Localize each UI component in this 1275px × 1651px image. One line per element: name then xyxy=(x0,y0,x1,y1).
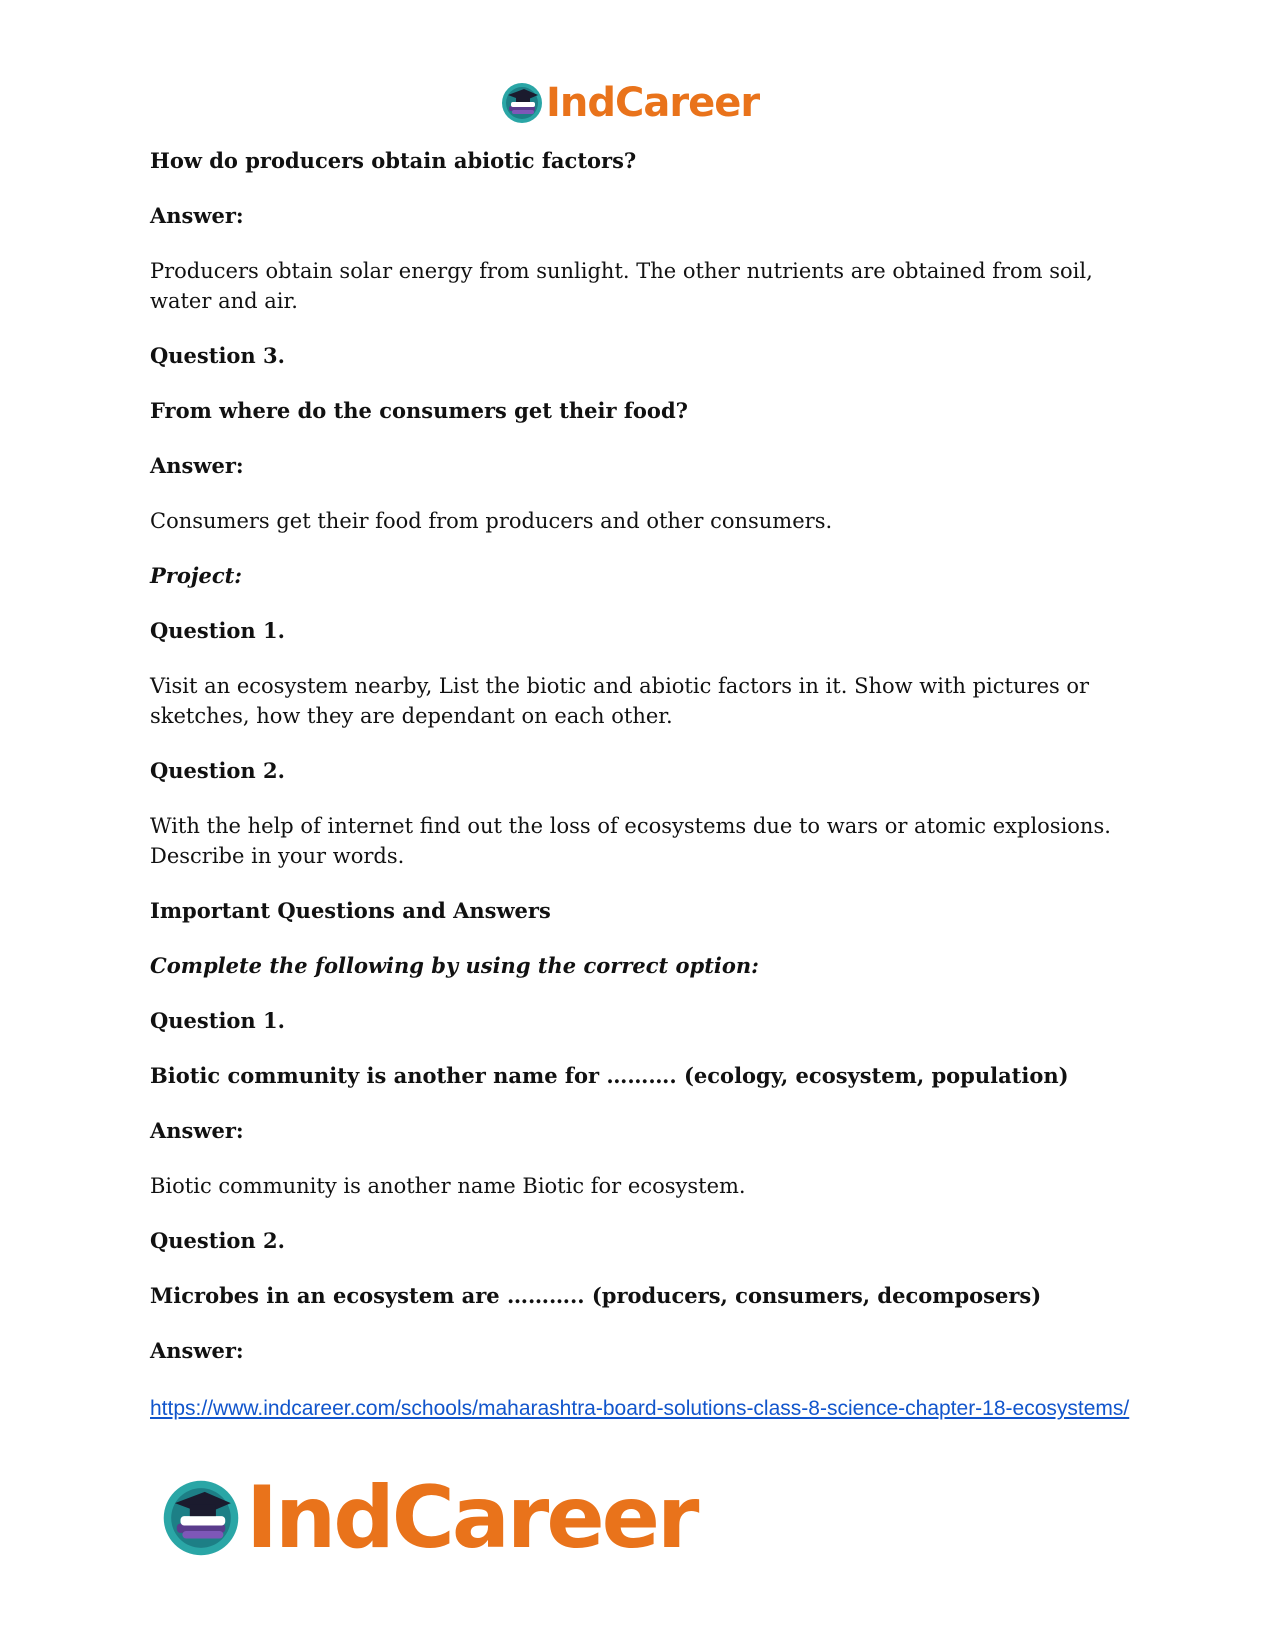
question-number: Question 2. xyxy=(150,1228,285,1253)
body-paragraph: Producers obtain solar energy from sunlight. The other nutrients are obtained from soil, water and air. xyxy=(150,259,1093,313)
section-heading: Complete the following by using the correct option: xyxy=(150,953,759,978)
question-text: How do producers obtain abiotic factors? xyxy=(150,148,637,173)
question-number: Question 1. xyxy=(150,618,285,643)
question-number: Question 1. xyxy=(150,1008,285,1033)
body-paragraph: Biotic community is another name Biotic for ecosystem. xyxy=(150,1174,746,1198)
question-text: Microbes in an ecosystem are ……….. (producers, consumers, decomposers) xyxy=(150,1283,1042,1308)
footer-logo xyxy=(160,1468,696,1568)
header-logo-text: IndCareer xyxy=(546,80,760,126)
body-paragraph: Consumers get their food from producers and other consumers. xyxy=(150,509,833,533)
answer-label: Answer: xyxy=(150,1118,244,1143)
body-paragraph: Visit an ecosystem nearby, List the biotic and abiotic factors in it. Show with pictures or sketches, how they are dependant on each other. xyxy=(150,674,1090,728)
question-text: Important Questions and Answers xyxy=(150,898,551,923)
graduation-cap-books-icon xyxy=(160,1477,242,1559)
body-paragraph: With the help of internet find out the loss of ecosystems due to wars or atomic explosions. Describe in your words. xyxy=(150,814,1111,868)
answer-label: Answer: xyxy=(150,453,244,478)
question-number: Question 2. xyxy=(150,758,285,783)
source-url-link[interactable]: https://www.indcareer.com/schools/maharashtra-board-solutions-class-8-science-chapter-18-ecosystems/ xyxy=(150,1397,1130,1420)
question-text: Biotic community is another name for ………. (ecology, ecosystem, population) xyxy=(150,1063,1069,1088)
section-heading: Project: xyxy=(150,563,243,588)
document-body xyxy=(150,146,1130,1451)
answer-label: Answer: xyxy=(150,203,244,228)
graduation-cap-books-icon xyxy=(500,81,544,125)
header-logo xyxy=(500,78,759,128)
question-number: Question 3. xyxy=(150,343,285,368)
footer-logo-text: IndCareer xyxy=(246,1468,697,1568)
question-text: From where do the consumers get their food? xyxy=(150,398,688,423)
answer-label: Answer: xyxy=(150,1338,244,1363)
